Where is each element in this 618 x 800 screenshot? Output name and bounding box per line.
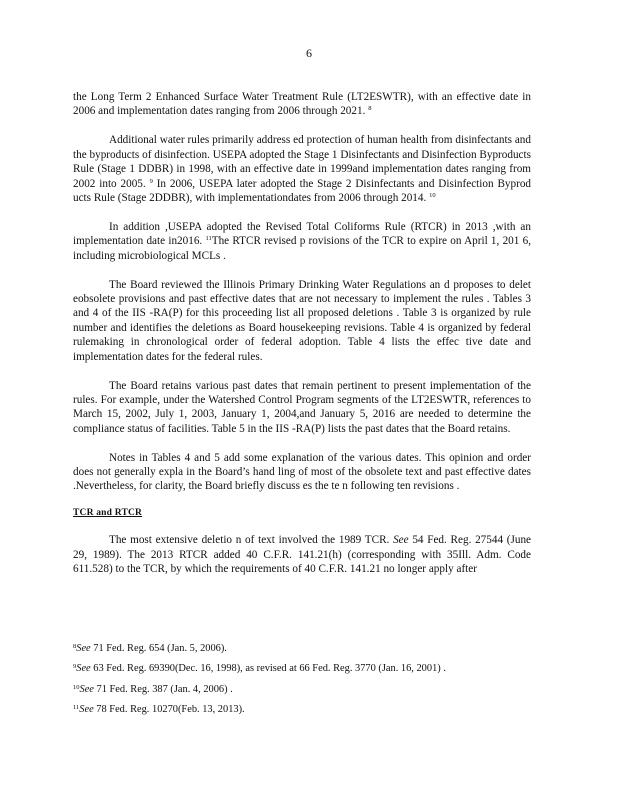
paragraph-text: Additional water rules primarily address ed protection of human health from disinfectants and the byproducts of disinfection. USEPA adopted the Stage 1 Disinfectants and Disinfection Byproducts Rule (Stage 1 DDBR) in 1998, with an effective date in 1999and implementation dates ranging from 2002 into 2005.	[73, 134, 531, 190]
paragraph-text: The most extensive deletio n of text involved the 1989 TCR.	[109, 534, 390, 547]
paragraph-text: The RTCR revised p rovisions of the TCR to expire on April 1, 201 6, including microbiological MCLs .	[73, 235, 531, 262]
footnote-ref: 9	[149, 177, 153, 185]
page-number: 6	[306, 46, 312, 60]
footnote-text: 71 Fed. Reg. 387 (Jan. 4, 2006) .	[96, 683, 233, 695]
footnote	[73, 663, 543, 675]
paragraph-text: 54 Fed. Reg. 27544 (June 29, 1989). The 2013 RTCR added 40 C.F.R. 141.21(h) (corresponding with 35Ill. Adm. Code 611.528) to the TCR, by which the requirements of 40 C.F.R. 141.21 no longer apply after	[73, 534, 532, 576]
citation-signal: See	[79, 683, 94, 695]
section-heading: TCR and RTCR	[73, 508, 143, 519]
paragraph-text: In 2006, USEPA later adopted the Stage 2 Disinfectants and Disinfection Byprod ucts Rule (Stage 2DDBR), with implementationdates from 2006 through 2014.	[73, 177, 532, 204]
citation-signal: See	[79, 704, 94, 716]
paragraph-text: In addition ,USEPA adopted the Revised Total Coliforms Rule (RTCR) in 2013 ,with an implementation date in2016.	[73, 220, 531, 248]
footnote	[73, 684, 543, 696]
paragraph-board-review: The Board reviewed the Illinois Primary Drinking Water Regulations an d proposes to delet eobsolete provisions and past effective dates that are not necessary to implement the rules . Tables 3 and 4 of the IIS -RA(P) for this proceeding list all proposed deletions . Table 3 is organized by rule number and identifies the deletions as Board housekeeping revisions. Table 4 is organized by federal rulemaking in chronological order of federal adoption. Table 4 lists the effec tive date and implementation dates for the federal rules.	[73, 278, 531, 363]
footnote-ref: 11	[205, 235, 212, 243]
footnote-ref: 10	[429, 191, 436, 199]
body-text	[73, 90, 531, 591]
footnote	[73, 704, 543, 716]
footnote-text: 71 Fed. Reg. 654 (Jan. 5, 2006).	[93, 643, 227, 654]
footnote-text: 78 Fed. Reg. 10270(Feb. 13, 2013).	[96, 704, 245, 716]
footnote-text: 63 Fed. Reg. 69390(Dec. 16, 1998), as revised at 66 Fed. Reg. 3770 (Jan. 16, 2001) .	[93, 663, 446, 675]
citation-signal: See	[393, 534, 409, 547]
paragraph-board-retains: The Board retains various past dates that remain pertinent to present implementation of the rules. For example, under the Watershed Control Program segments of the LT2ESWTR, references to March 15, 2002, July 1, 2003, January 1, 2004,and January 5, 2016 are needed to determine the compliance status of facilities. Table 5 in the IIS -RA(P) lists the past dates that the Board retains.	[73, 379, 531, 435]
paragraph-text: the Long Term 2 Enhanced Surface Water Treatment Rule (LT2ESWTR), with an effective date in 2006 and implementation dates ranging from 2006 through 2021.	[73, 91, 531, 118]
paragraph-disinfectants	[73, 133, 531, 205]
footnote	[73, 643, 543, 655]
footnote-number: 9	[73, 663, 77, 671]
citation-signal: See	[76, 663, 91, 675]
paragraph-lt2eswtr	[73, 90, 531, 119]
footnote-number: 10	[73, 683, 80, 691]
footnote-number: 8	[73, 643, 77, 650]
citation-signal: See	[76, 643, 91, 654]
paragraph-notes: Notes in Tables 4 and 5 add some explanation of the various dates. This opinion and order does not generally expla in the Board’s hand ling of most of the obsolete text and past effective dates .Nevertheless, for clarity, the Board briefly discuss es the te n following ten revisions .	[73, 451, 531, 493]
paragraph-rtcr	[73, 220, 531, 263]
paragraph-tcr	[73, 533, 531, 576]
footnote-ref: 8	[368, 105, 372, 113]
footnotes	[73, 643, 543, 725]
footnote-number: 11	[73, 704, 80, 712]
